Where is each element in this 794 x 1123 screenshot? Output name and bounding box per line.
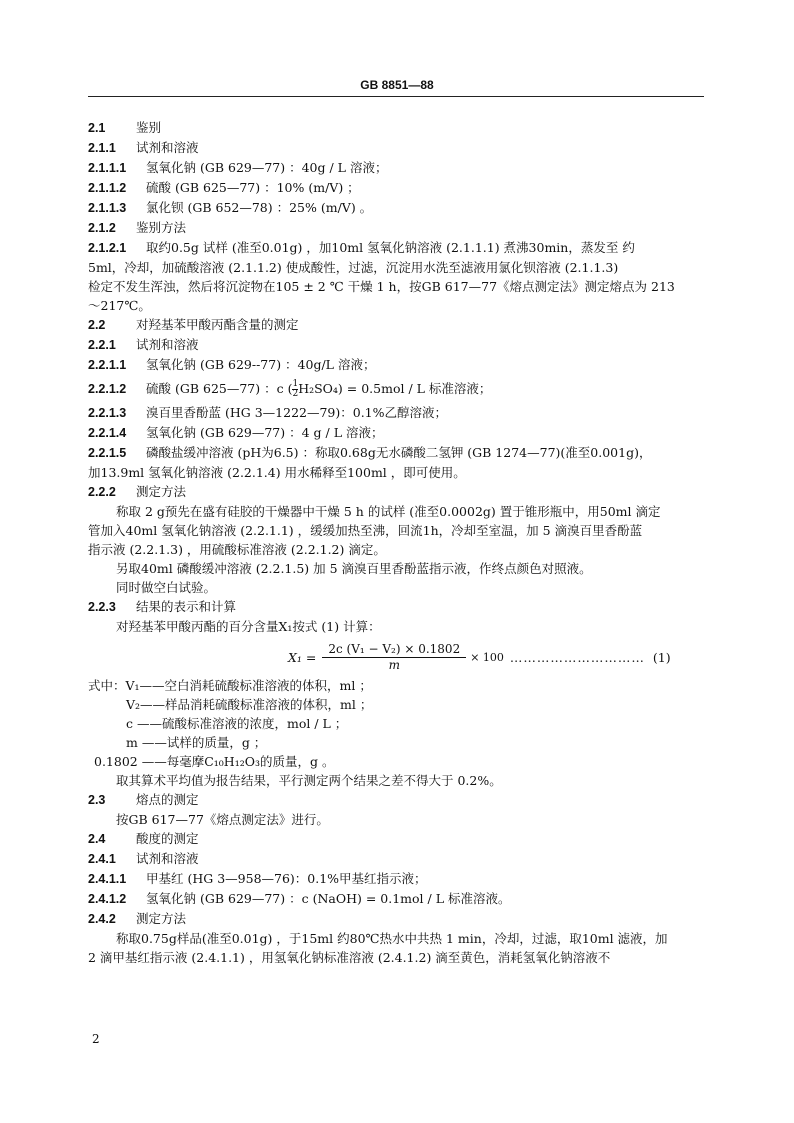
item-number: 2.1.1.2	[88, 181, 127, 195]
item-2-1-2-1	[88, 238, 708, 258]
header-rule	[88, 96, 704, 97]
item-text: 氯化钡 (GB 652—78) ：25% (m/V) 。	[146, 200, 373, 215]
paragraph-line: 称取0.75g样品(准至0.01g) ，于15ml 约80℃热水中共热 1 min，冷却，过滤，取10ml 滤液，加	[116, 931, 668, 946]
item-number: 2.4.1.1	[88, 872, 127, 886]
section-number: 2.2	[88, 318, 106, 332]
formula-denominator: m	[388, 658, 400, 672]
section-number: 2.2.2	[88, 485, 116, 499]
equation-1	[88, 642, 708, 672]
paragraph-line: 管加入40ml 氢氧化钠溶液 (2.2.1.1) ，缓缓加热至沸，回流1h，冷却至室温，加 5 滴溴百里香酚蓝	[88, 523, 643, 538]
item-2-2-1-4	[88, 423, 708, 443]
fraction-denominator: 2	[292, 389, 299, 399]
item-number: 2.4.1.2	[88, 892, 127, 906]
section-number: 2.4.1	[88, 852, 116, 866]
section-heading: 试剂和溶液	[136, 851, 199, 866]
paragraph-line: 对羟基苯甲酸丙酯的百分含量X₁按式 (1) 计算：	[116, 619, 381, 634]
item-2-4-1-2	[88, 889, 708, 909]
item-text: 溴百里香酚蓝 (HG 3—1222—79)：0.1%乙醇溶液；	[146, 405, 448, 420]
item-text: 氢氧化钠 (GB 629—77) ：4 g / L 溶液；	[146, 425, 384, 440]
paragraph-line: 另取40ml 磷酸缓冲溶液 (2.2.1.5) 加 5 滴溴百里香酚蓝指示液，作终点颜色对照液。	[116, 561, 592, 576]
item-2-4-1-1	[88, 869, 708, 889]
formula-multiplier: × 100	[470, 650, 504, 664]
item-2-2-1-3	[88, 403, 708, 423]
section-heading: 对羟基苯甲酸丙酯含量的测定	[136, 317, 299, 332]
paragraph-line: 检定不发生浑浊，然后将沉淀物在105 ± 2 ℃ 干燥 1 h，按GB 617—77《熔点测定法》测定熔点为 213	[88, 279, 675, 294]
section-number: 2.4.2	[88, 912, 116, 926]
item-text: 磷酸盐缓冲溶液 (pH为6.5) ：称取0.68g无水磷酸二氢钾 (GB 1274—77)(准至0.001g)，	[146, 445, 652, 460]
section-number: 2.4	[88, 832, 106, 846]
item-number: 2.2.1.2	[88, 382, 127, 396]
item-text-post: H₂SO₄) = 0.5mol / L 标准溶液；	[298, 381, 492, 396]
section-2-4-1	[88, 849, 708, 869]
variable-definition: 式中：V₁——空白消耗硫酸标准溶液的体积，ml ；	[88, 678, 372, 693]
item-2-2-1-5	[88, 443, 708, 463]
formula-leader-dots: …………………………	[509, 649, 645, 665]
item-text: 取约0.5g 试样 (准至0.01g) ，加10ml 氢氧化钠溶液 (2.1.1.1) 煮沸30min，蒸发至 约	[146, 240, 635, 255]
section-heading: 酸度的测定	[136, 831, 199, 846]
formula-numerator: 2c (V₁ − V₂) × 0.1802	[322, 642, 466, 658]
paragraph-line: 加13.9ml 氢氧化钠溶液 (2.2.1.4) 用水稀释至100ml ，即可使用。	[88, 465, 466, 480]
section-2-1-2	[88, 218, 708, 238]
item-number: 2.2.1.4	[88, 426, 127, 440]
item-2-2-1-1	[88, 355, 708, 375]
formula-fraction	[322, 642, 466, 672]
section-number: 2.1	[88, 121, 106, 135]
document-body	[88, 118, 708, 967]
variable-definition: 0.1802 ——每毫摩C₁₀H₁₂O₃的质量，g 。	[94, 754, 335, 769]
section-2-2-3	[88, 597, 708, 617]
section-heading: 测定方法	[136, 484, 187, 499]
paragraph-line: 2 滴甲基红指示液 (2.4.1.1) ，用氢氧化钠标准溶液 (2.4.1.2) 滴至黄色，消耗氢氧化钠溶液不	[88, 950, 611, 965]
section-2-2-1	[88, 335, 708, 355]
item-text: 甲基红 (HG 3—958—76)：0.1%甲基红指示液；	[146, 871, 427, 886]
section-heading: 试剂和溶液	[136, 140, 199, 155]
item-number: 2.2.1.3	[88, 406, 127, 420]
section-2-2	[88, 315, 708, 335]
item-number: 2.1.2.1	[88, 241, 127, 255]
item-text: 氢氧化钠 (GB 629--77) ：40g/L 溶液；	[146, 357, 376, 372]
variable-definition: V₂——样品消耗硫酸标准溶液的体积，ml ；	[126, 697, 373, 712]
item-text: 硫酸 (GB 625—77) ：10% (m/V) ；	[146, 180, 360, 195]
item-text: 氢氧化钠 (GB 629—77) ：40g / L 溶液；	[146, 160, 388, 175]
paragraph-line: 同时做空白试验。	[116, 580, 217, 595]
section-heading: 结果的表示和计算	[136, 599, 237, 614]
item-number: 2.1.1.1	[88, 161, 127, 175]
section-number: 2.1.2	[88, 221, 116, 235]
section-number: 2.2.1	[88, 338, 116, 352]
paragraph-line: ～217℃。	[88, 298, 151, 313]
section-heading: 鉴别方法	[136, 220, 187, 235]
section-2-1-1	[88, 138, 708, 158]
section-heading: 熔点的测定	[136, 792, 199, 807]
section-2-4	[88, 829, 708, 849]
paragraph-line: 5ml，冷却，加硫酸溶液 (2.1.1.2) 使成酸性，过滤，沉淀用水洗至滤液用氯化钡溶液 (2.1.1.3)	[88, 260, 619, 275]
section-2-2-2	[88, 482, 708, 502]
section-2-4-2	[88, 909, 708, 929]
section-heading: 鉴别	[136, 120, 162, 135]
item-2-1-1-3	[88, 198, 708, 218]
equation-number: (1)	[652, 649, 671, 665]
item-text: 氢氧化钠 (GB 629—77) ：c (NaOH) = 0.1mol / L 标准溶液。	[146, 891, 511, 906]
section-heading: 测定方法	[136, 911, 187, 926]
variable-definition: m ——试样的质量，g ；	[126, 735, 267, 750]
paragraph-line: 称取 2 g预先在盛有硅胶的干燥器中干燥 5 h 的试样 (准至0.0002g) 置于锥形瓶中，用50ml 滴定	[116, 504, 661, 519]
section-2-3	[88, 790, 708, 810]
paragraph-line: 按GB 617—77《熔点测定法》进行。	[116, 812, 329, 827]
section-number: 2.3	[88, 793, 106, 807]
item-number: 2.2.1.1	[88, 358, 127, 372]
section-number: 2.1.1	[88, 141, 116, 155]
variable-definition: c ——硫酸标准溶液的浓度，mol / L ；	[126, 716, 348, 731]
item-number: 2.2.1.5	[88, 446, 127, 460]
page-number: 2	[92, 1032, 100, 1046]
section-heading: 试剂和溶液	[136, 337, 199, 352]
item-2-2-1-2	[88, 375, 708, 403]
document-header: GB 8851—88	[360, 78, 434, 92]
paragraph-line: 指示液 (2.2.1.3) ，用硫酸标准溶液 (2.2.1.2) 滴定。	[88, 542, 386, 557]
section-2-1	[88, 118, 708, 138]
item-number: 2.1.1.3	[88, 201, 127, 215]
item-2-1-1-1	[88, 158, 708, 178]
section-number: 2.2.3	[88, 600, 116, 614]
fraction-numerator: 1	[292, 379, 299, 389]
paragraph-line: 取其算术平均值为报告结果，平行测定两个结果之差不得大于 0.2%。	[116, 773, 502, 788]
item-2-1-1-2	[88, 178, 708, 198]
item-text-pre: 硫酸 (GB 625—77) ：c (	[146, 381, 293, 396]
formula-lhs: X₁ =	[288, 649, 317, 665]
